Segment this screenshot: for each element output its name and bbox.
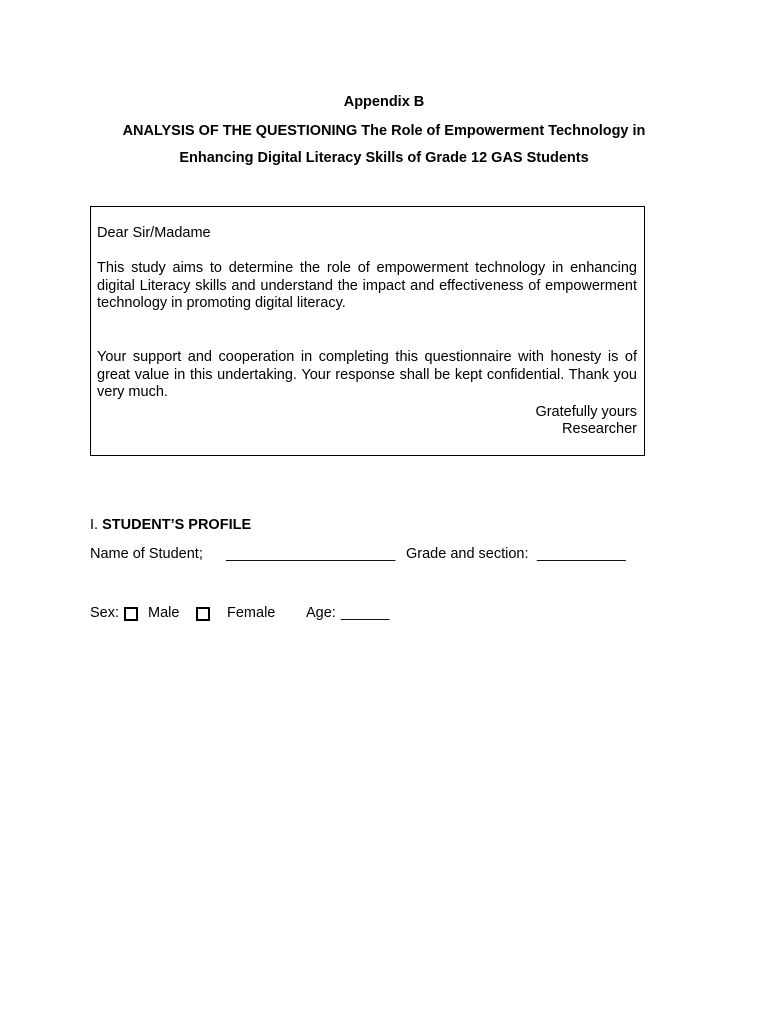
age-field[interactable]: ______: [341, 605, 390, 621]
document-title-line-1: ANALYSIS OF THE QUESTIONING The Role of Empowerment Technology in: [122, 123, 646, 139]
grade-section-label: Grade and section:: [406, 546, 529, 562]
male-checkbox[interactable]: [124, 607, 138, 621]
letter-paragraph-request: Your support and cooperation in completing this questionnaire with honesty is of great value in this undertaking. Your response shall be kept confidential. Thank you very much.: [97, 349, 637, 401]
document-title-line-2: Enhancing Digital Literacy Skills of Grade 12 GAS Students: [179, 150, 589, 166]
grade-section-field[interactable]: ___________: [537, 546, 626, 562]
name-field[interactable]: _____________________: [226, 546, 396, 562]
section-number: I.: [90, 517, 99, 533]
letter-paragraph-purpose: This study aims to determine the role of empowerment technology in enhancing digital Literacy skills and understand the impact and effectiveness of empowerment technology in promoting digital literacy.: [97, 260, 637, 312]
name-label: Name of Student;: [90, 546, 203, 562]
female-label: Female: [227, 605, 276, 621]
section-title: STUDENT’S PROFILE: [102, 517, 252, 533]
age-label: Age:: [306, 605, 336, 621]
cover-letter-box: [90, 206, 645, 456]
sex-label: Sex:: [90, 605, 120, 621]
sex-age-row: [90, 604, 390, 748]
letter-closing: Gratefully yours: [535, 404, 637, 420]
letter-greeting: Dear Sir/Madame: [97, 225, 211, 241]
appendix-label: Appendix B: [343, 94, 425, 110]
male-label: Male: [148, 605, 180, 621]
letter-signature: Researcher: [562, 421, 637, 437]
section-heading-student-profile: [90, 516, 251, 534]
female-checkbox[interactable]: [196, 607, 210, 621]
